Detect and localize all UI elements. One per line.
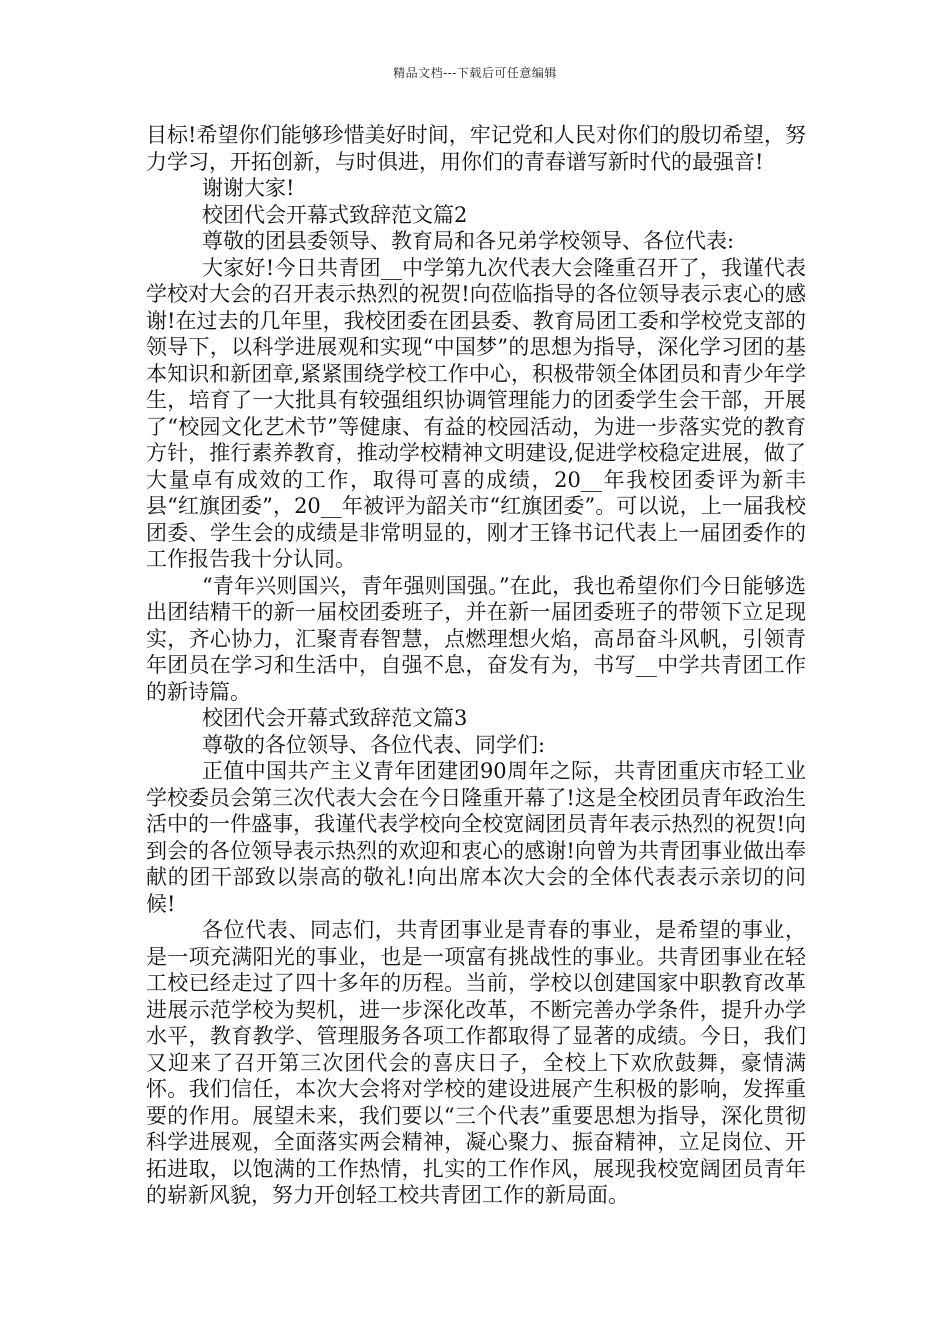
paragraph-3-body: 各位代表、同志们，共青团事业是青春的事业，是希望的事业，是一项充满阳光的事业，也是一项富有挑战性的事业。共青团事业在轻工校已经走过了四十多年的历程。当前，学校以创建国家中职教育改革进展示范学校为契机，进一步深化改革，不断完善办学条件，提升办学水平，教育教学、管理服务各项工作都取得了显著的成绩。今日，我们又迎来了召开第三次团代会的喜庆日子，全校上下欢欣鼓舞，豪情满怀。我们信任，本次大会将对学校的建设进展产生积极的影响，发挥重要的作用。展望未来，我们要以“三个代表”重要思想为指导，深化贯彻科学进展观，全面落实两会精神，凝心聚力、振奋精神，立足岗位、开拓进取，以饱满的工作热情，扎实的工作作风，展现我校宽阔团员青年的崭新风貌，努力开创轻工校共青团工作的新局面。	[146, 918, 806, 1207]
salutation-3: 尊敬的各位领导、各位代表、同学们:	[202, 732, 546, 757]
section-title-3: 校团代会开幕式致辞范文篇3	[202, 706, 468, 730]
page-header: 精品文档---下载后可任意编辑	[393, 66, 557, 80]
paragraph-2-body: 大家好!今日共青团__中学第九次代表大会隆重召开了，我谨代表学校对大会的召开表示热烈的祝贺!向莅临指导的各位领导表示衷心的感谢!在过去的几年里，我校团委在团县委、教育局团工委和学校党支部的领导下，以科学进展观和实现“中国梦”的思想为指导，深化学习团的基本知识和新团章,紧紧围绕学校工作中心，积极带领全体团员和青少年学生，培育了一大批具有较强组织协调管理能力的团委学生会干部，开展了“校园文化艺术节”等健康、有益的校园活动，为进一步落实党的教育方针，推行素养教育，推动学校精神文明建设,促进学校稳定进展，做了大量卓有成效的工作，取得可喜的成绩，20__年我校团委评为新丰县“红旗团委”，20__年被评为韶关市“红旗团委”。可以说，上一届我校团委、学生会的成绩是非常明显的，刚才王锋书记代表上一届团委作的工作报告我十分认同。	[146, 255, 806, 571]
salutation-2: 尊敬的团县委领导、教育局和各兄弟学校领导、各位代表:	[202, 229, 735, 253]
section-title-2: 校团代会开幕式致辞范文篇2	[202, 202, 468, 227]
paragraph-2-closing: “青年兴则国兴，青年强则国强。”在此，我也希望你们今日能够选出团结精干的新一届校团委班子，并在新一届团委班子的带领下立足现实，齐心协力，汇聚青春智慧，点燃理想火焰，高昂奋斗风帆，引领青年团员在学习和生活中，自强不息，奋发有为，书写__中学共青团工作的新诗篇。	[146, 573, 806, 704]
paragraph-thanks: 谢谢大家!	[202, 176, 295, 200]
paragraph-3-opening: 正值中国共产主义青年团建团90周年之际，共青团重庆市轻工业学校委员会第三次代表大会在今日隆重开幕了!这是全校团员青年政治生活中的一件盛事，我谨代表学校向全校宽阔团员青年表示热烈的祝贺!向到会的各位领导表示热烈的欢迎和衷心的感谢!向曾为共青团事业做出奉献的团干部致以崇高的敬礼!向出席本次大会的全体代表表示亲切的问候!	[146, 759, 806, 916]
paragraph-continuation: 目标!希望你们能够珍惜美好时间，牢记党和人民对你们的殷切希望，努力学习，开拓创新，与时俱进，用你们的青春谱写新时代的最强音!	[146, 123, 806, 174]
document-body	[146, 122, 806, 1209]
